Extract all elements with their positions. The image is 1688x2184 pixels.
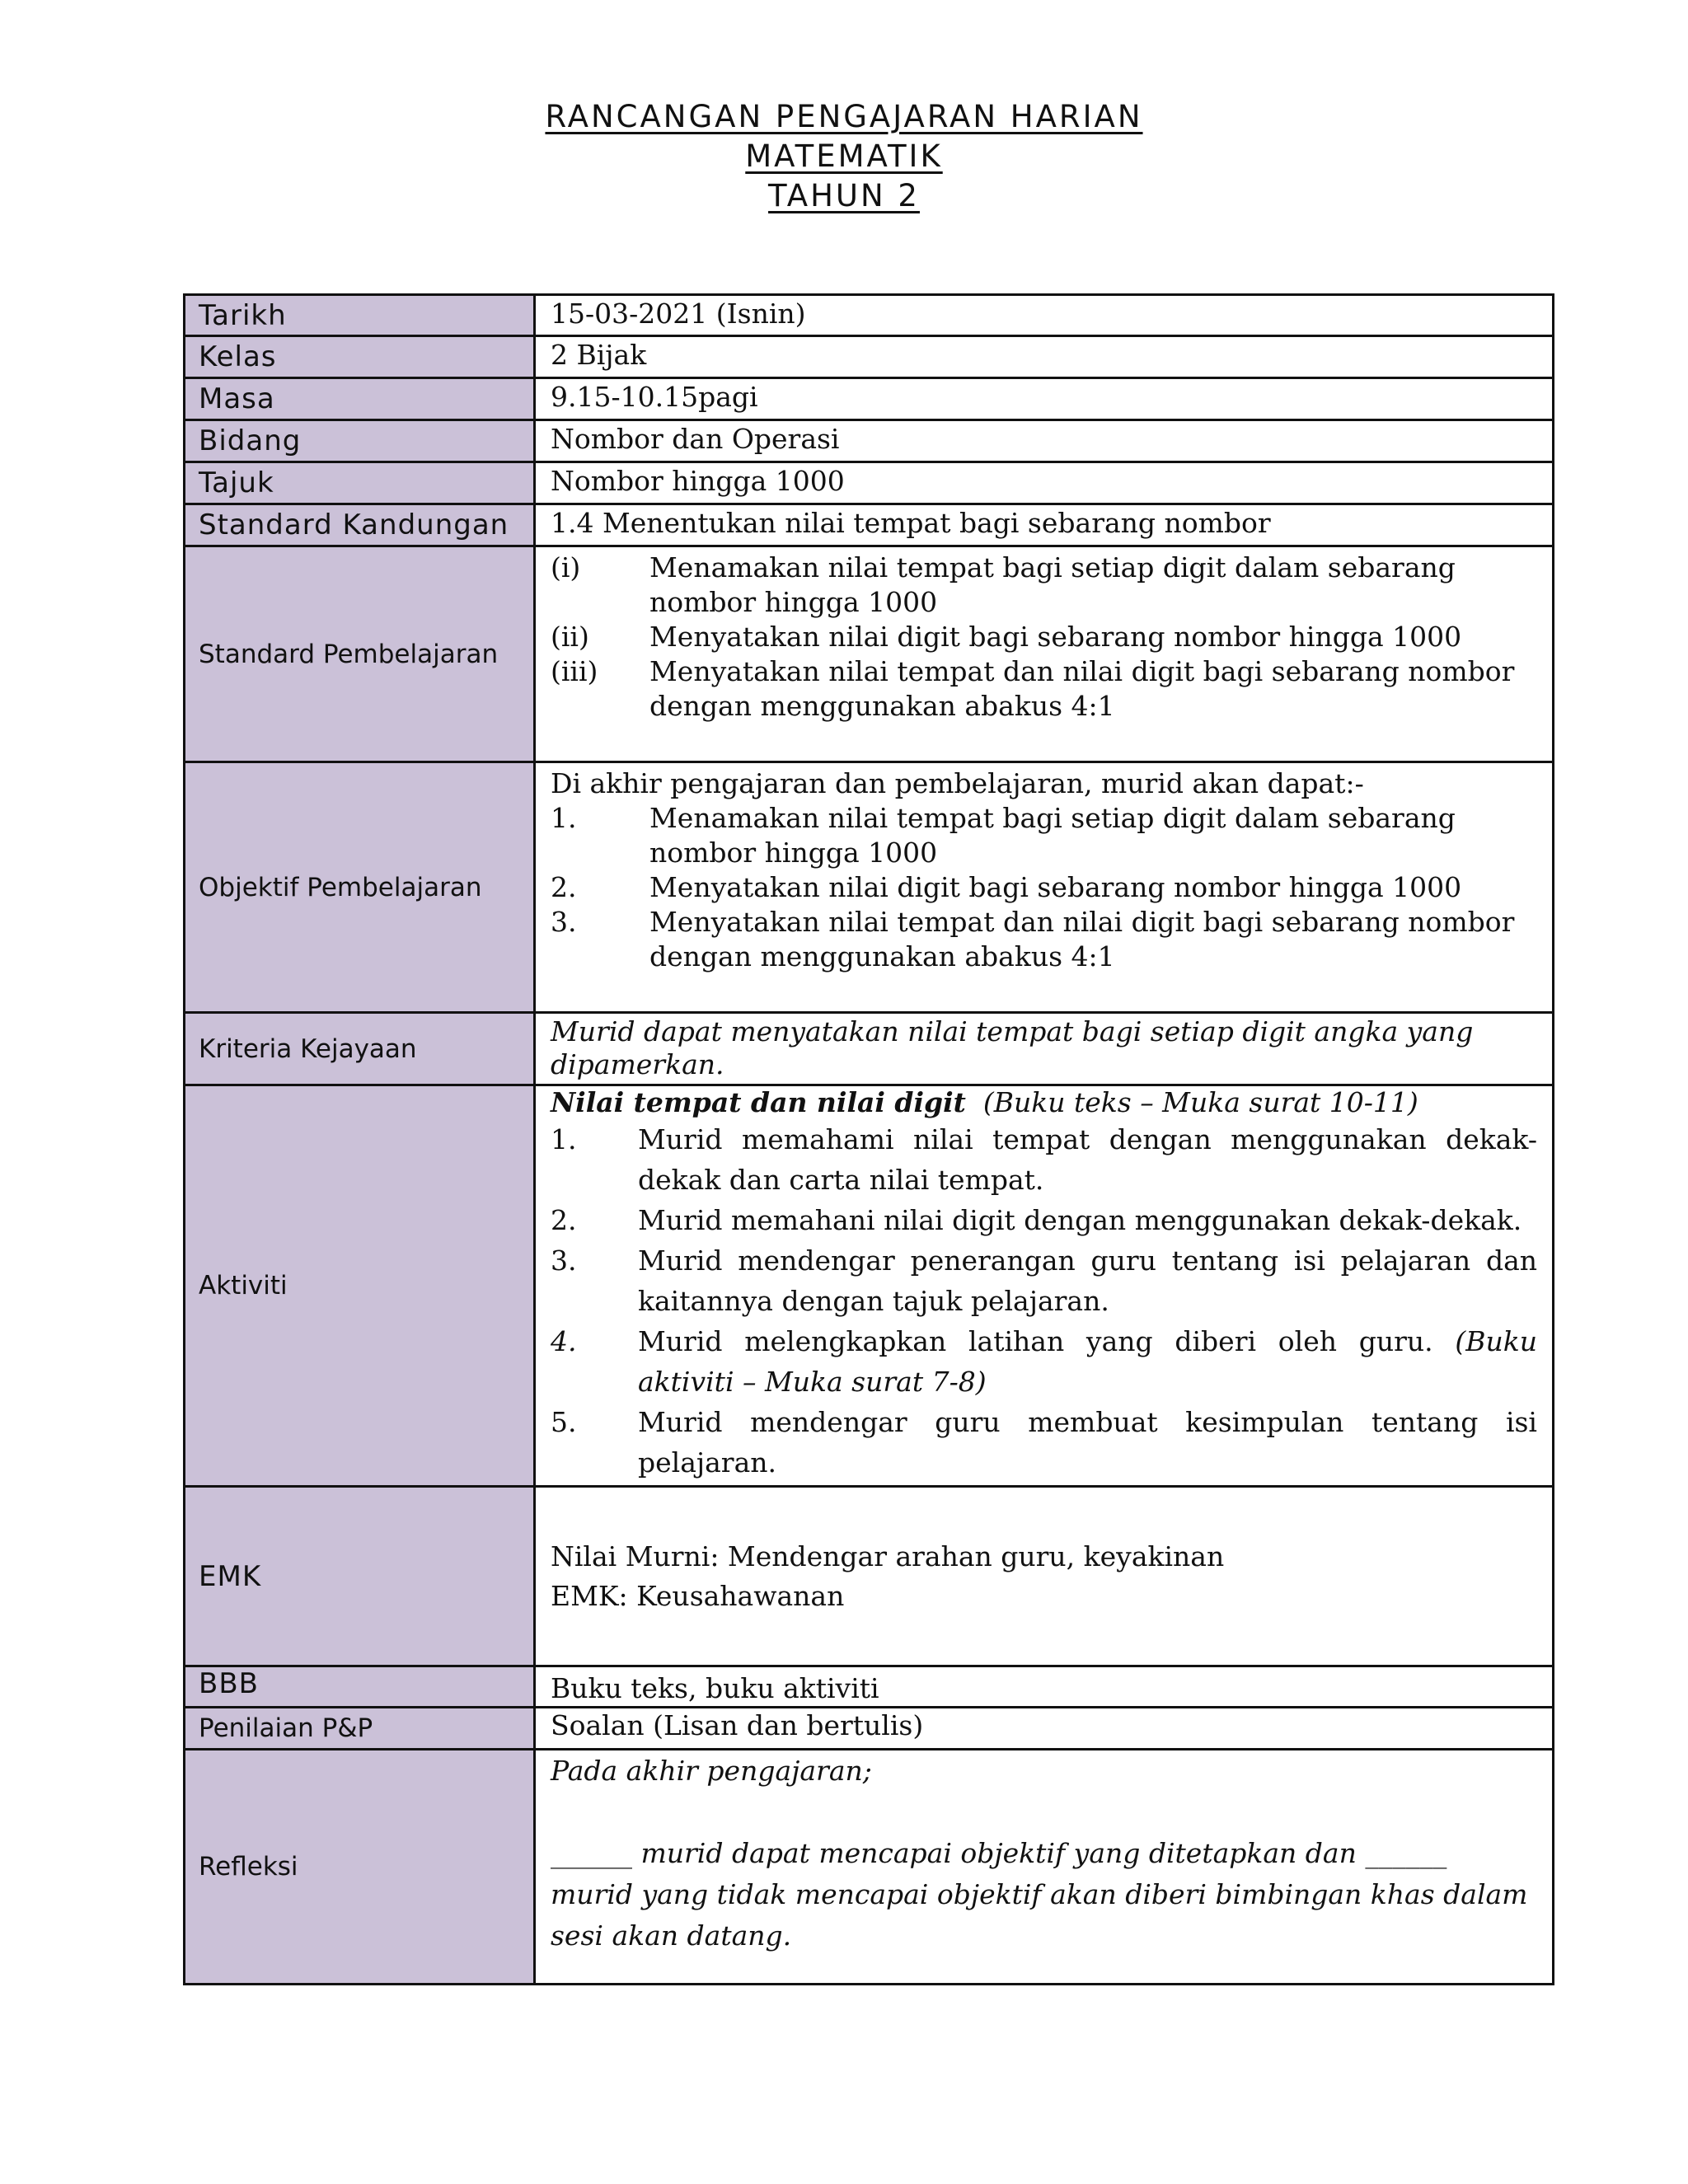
aktiviti-heading: Nilai tempat dan nilai digit (Buku teks – Muka surat 10-11) <box>551 1086 1418 1118</box>
value-bidang: Nombor dan Operasi <box>535 420 1554 462</box>
value-emk <box>535 1487 1554 1666</box>
list-item: 3. Murid mendengar penerangan guru tentang isi pelajaran dan kaitannya dengan tajuk pelajaran. <box>551 1244 1537 1317</box>
row-kriteria-kejayaan <box>185 1013 1554 1085</box>
label-tajuk: Tajuk <box>185 462 535 504</box>
list-item: (ii) Menyatakan nilai digit bagi sebarang nombor hingga 1000 <box>551 621 1462 653</box>
value-masa: 9.15-10.15pagi <box>535 378 1554 420</box>
list-item: 1. Murid memahami nilai tempat dengan menggunakan dekak-dekak dan carta nilai tempat. <box>551 1123 1537 1196</box>
row-objektif-pembelajaran <box>185 762 1554 1013</box>
row-refleksi <box>185 1750 1554 1985</box>
refleksi-line-1: Pada akhir pengajaran; <box>551 1755 872 1787</box>
title-line-3: TAHUN 2 <box>768 178 920 213</box>
label-standard-kandungan: Standard Kandungan <box>185 504 535 546</box>
emk-line-1: Nilai Murni: Mendengar arahan guru, keyakinan <box>551 1540 1225 1572</box>
value-objektif-pembelajaran <box>535 762 1554 1013</box>
title-line-2: MATEMATIK <box>745 138 943 174</box>
row-aktiviti <box>185 1085 1554 1487</box>
list-item: 1. Menamakan nilai tempat bagi setiap digit dalam sebarang nombor hingga 1000 <box>551 802 1456 869</box>
row-emk <box>185 1487 1554 1666</box>
value-kriteria-kejayaan: Murid dapat menyatakan nilai tempat bagi setiap digit angka yang dipamerkan. <box>535 1013 1554 1085</box>
label-objektif-pembelajaran: Objektif Pembelajaran <box>185 762 535 1013</box>
row-kelas <box>185 336 1554 378</box>
objektif-intro: Di akhir pengajaran dan pembelajaran, murid akan dapat:- <box>551 767 1364 799</box>
label-masa: Masa <box>185 378 535 420</box>
value-tarikh: 15-03-2021 (Isnin) <box>535 295 1554 336</box>
label-kelas: Kelas <box>185 336 535 378</box>
document-title <box>0 97 1688 216</box>
emk-line-2: EMK: Keusahawanan <box>551 1579 845 1612</box>
row-bidang <box>185 420 1554 462</box>
label-standard-pembelajaran: Standard Pembelajaran <box>185 546 535 762</box>
title-line-1: RANCANGAN PENGAJARAN HARIAN <box>545 99 1143 134</box>
row-tarikh <box>185 295 1554 336</box>
label-bidang: Bidang <box>185 420 535 462</box>
value-penilaian: Soalan (Lisan dan bertulis) <box>535 1708 1554 1750</box>
label-refleksi: Refleksi <box>185 1750 535 1985</box>
label-tarikh: Tarikh <box>185 295 535 336</box>
label-kriteria-kejayaan: Kriteria Kejayaan <box>185 1013 535 1085</box>
row-masa <box>185 378 1554 420</box>
value-tajuk: Nombor hingga 1000 <box>535 462 1554 504</box>
list-item: 4. Murid melengkapkan latihan yang diberi oleh guru. (Buku aktiviti – Muka surat 7-8) <box>551 1325 1537 1398</box>
row-standard-pembelajaran <box>185 546 1554 762</box>
list-item: 2. Murid memahani nilai digit dengan menggunakan dekak-dekak. <box>551 1204 1522 1236</box>
label-emk: EMK <box>185 1487 535 1666</box>
value-kelas: 2 Bijak <box>535 336 1554 378</box>
row-tajuk <box>185 462 1554 504</box>
list-item: 5. Murid mendengar guru membuat kesimpulan tentang isi pelajaran. <box>551 1406 1537 1479</box>
value-refleksi <box>535 1750 1554 1985</box>
row-penilaian <box>185 1708 1554 1750</box>
lesson-plan-table <box>183 293 1554 1985</box>
value-standard-kandungan: 1.4 Menentukan nilai tempat bagi sebarang nombor <box>535 504 1554 546</box>
row-standard-kandungan <box>185 504 1554 546</box>
list-item: (i) Menamakan nilai tempat bagi setiap digit dalam sebarang nombor hingga 1000 <box>551 551 1456 618</box>
list-item: 2. Menyatakan nilai digit bagi sebarang nombor hingga 1000 <box>551 871 1462 903</box>
list-item: (iii) Menyatakan nilai tempat dan nilai digit bagi sebarang nombor dengan menggunakan abakus 4:1 <box>551 655 1515 722</box>
row-bbb <box>185 1666 1554 1708</box>
label-aktiviti: Aktiviti <box>185 1085 535 1487</box>
value-standard-pembelajaran <box>535 546 1554 762</box>
list-item: 3. Menyatakan nilai tempat dan nilai digit bagi sebarang nombor dengan menggunakan abakus 4:1 <box>551 906 1515 972</box>
label-penilaian: Penilaian P&P <box>185 1708 535 1750</box>
refleksi-line-2: ______ murid dapat mencapai objektif yang ditetapkan dan ______ murid yang tidak mencapai objektif akan diberi bimbingan khas dalam sesi akan datang. <box>551 1837 1528 1952</box>
value-bbb: Buku teks, buku aktiviti <box>535 1666 1554 1708</box>
value-aktiviti <box>535 1085 1554 1487</box>
label-bbb: BBB <box>185 1666 535 1708</box>
